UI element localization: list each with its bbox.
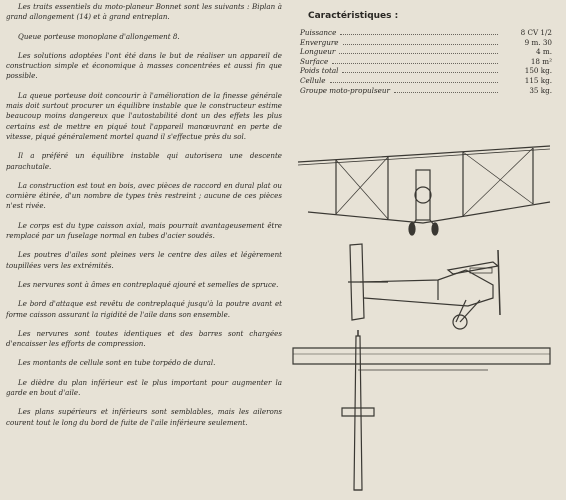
paragraph: Les solutions adoptées l'ont été dans le but de réaliser un appareil de construction simple et économique à masses concentrées et aussi fin que possible. <box>6 50 282 81</box>
spec-value: 35 kg. <box>529 85 552 95</box>
leader-dots <box>342 72 498 73</box>
spec-value: 115 kg. <box>524 75 552 85</box>
spec-label: Cellule <box>300 75 326 85</box>
spec-value: 4 m. <box>536 47 552 57</box>
leader-dots <box>394 92 498 93</box>
spec-row <box>300 47 552 57</box>
top-view-drawing <box>293 330 550 490</box>
paragraph: Il a préféré un équilibre instable qui autorisera une descente parachutale. <box>6 151 282 171</box>
leader-dots <box>343 44 498 45</box>
spec-value: 150 kg. <box>524 66 552 76</box>
spec-value: 18 m² <box>530 56 552 66</box>
spec-row <box>300 57 552 67</box>
spec-label: Poids total <box>300 66 339 76</box>
spec-value: 8 CV 1/2 <box>520 28 552 37</box>
paragraph: Les poutres d'ailes sont pleines vers le centre des ailes et légèrement toupillées vers les extrémités. <box>6 250 282 270</box>
paragraph: Les plans supérieurs et inférieurs sont semblables, mais les ailerons courent tout le long du bord de fuite de l'aile inférieure seulement. <box>6 407 282 427</box>
paragraph: Les nervures sont toutes identiques et des barres sont chargées d'encaisser les efforts de compression. <box>6 328 282 349</box>
spec-value: 9 m. 30 <box>524 37 552 47</box>
paragraph: Le corps est du type caisson axial, mais pourrait avantageusement être remplacé par un fuselage normal en tubes d'acier soudés. <box>6 220 282 241</box>
specs-column <box>300 0 560 95</box>
front-view-drawing <box>298 146 550 235</box>
leader-dots <box>332 63 498 64</box>
spec-row <box>300 38 552 48</box>
paragraph: La queue porteuse doit concourir à l'amélioration de la finesse générale mais doit surtout procurer un équilibre instable que le constructeur estime beaucoup moins dangereux que l'autostabilité dont un des effets les plus certains est de mettre en piqué tout l'appareil manœuvrant en perte de vitesse, piqué généralement mortel quand il s'effectue près du sol. <box>6 90 282 141</box>
aircraft-drawings <box>288 140 558 500</box>
leader-dots <box>339 53 498 54</box>
specs-table <box>300 28 552 95</box>
spec-row <box>300 86 552 96</box>
spec-label: Puissance <box>300 28 337 37</box>
paragraph: Les montants de cellule sont en tube torpédo de dural. <box>18 358 216 368</box>
spec-row <box>300 66 552 76</box>
spec-label: Groupe moto-propulseur <box>300 85 390 95</box>
spec-label: Longueur <box>300 47 336 57</box>
spec-label: Surface <box>300 56 329 66</box>
spec-row <box>300 76 552 86</box>
leader-dots <box>330 82 498 83</box>
paragraph: Le dièdre du plan inférieur est le plus important pour augmenter la garde en bout d'aile. <box>6 377 282 398</box>
paragraph: Les traits essentiels du moto-planeur Bonnet sont les suivants : Biplan à grand allongement (14) et à grand entreplan. <box>6 2 282 22</box>
leader-dots <box>340 34 498 35</box>
side-view-drawing <box>348 244 500 329</box>
spec-row <box>300 28 552 38</box>
specs-title: Caractéristiques : <box>308 11 399 21</box>
text-column <box>6 0 282 437</box>
paragraph: La construction est tout en bois, avec pièces de raccord en dural plat ou cornière étirée, d'un nombre de types très restreint ; aucune de ces pièces n'est rivée. <box>6 180 282 211</box>
paragraph: Queue porteuse monoplane d'allongement 8. <box>18 31 180 41</box>
paragraph: Le bord d'attaque est revêtu de contreplaqué jusqu'à la poutre avant et forme caisson assurant la rigidité de l'aile dans son ensemble. <box>6 299 282 319</box>
spec-label: Envergure <box>300 37 339 47</box>
paragraph: Les nervures sont à âmes en contreplaqué ajouré et semelles de spruce. <box>18 279 279 289</box>
